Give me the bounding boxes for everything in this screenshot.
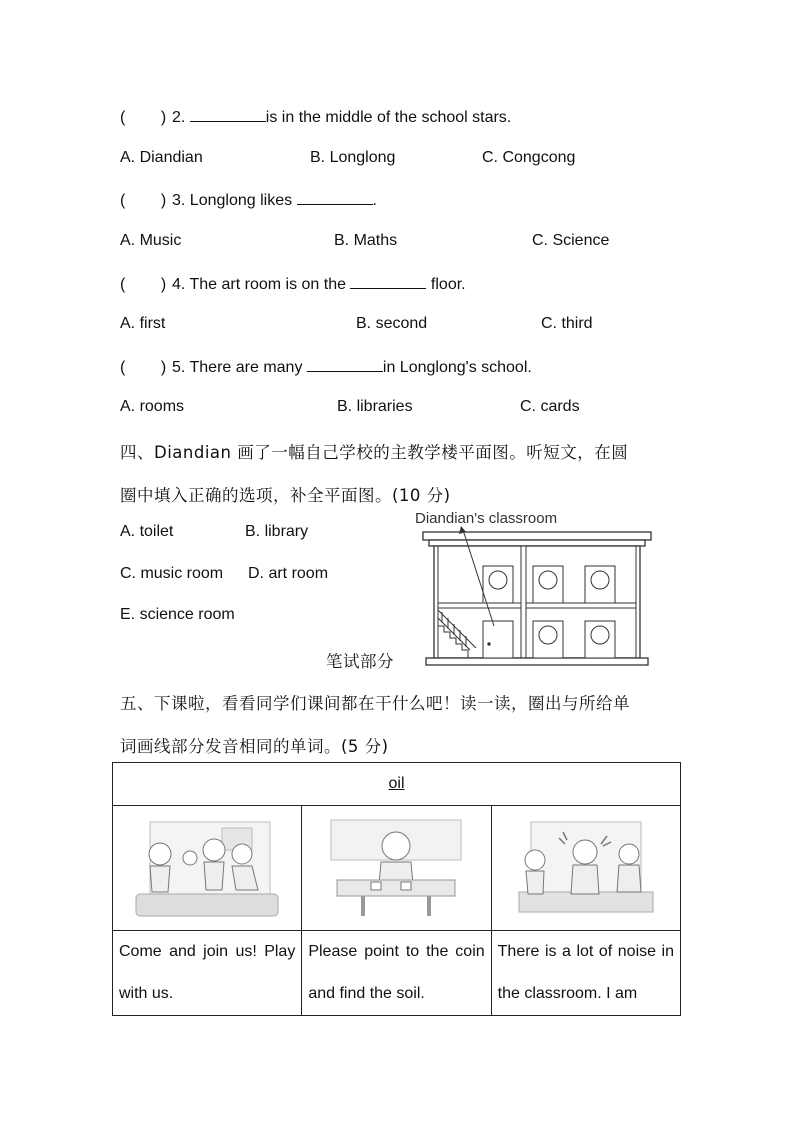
option-e-science-room: E. science room <box>120 606 235 623</box>
option-c-music-room: C. music room <box>120 565 224 582</box>
door-icon <box>483 566 615 603</box>
option-b[interactable]: B. Maths <box>334 232 398 249</box>
option-a[interactable]: A. Diandian <box>120 149 203 166</box>
question-number: 2. <box>172 109 186 126</box>
question-end: floor. <box>430 276 466 293</box>
noisy-classroom-illustration <box>511 814 661 922</box>
picture-cell <box>491 806 680 931</box>
answer-blank[interactable] <box>190 107 266 122</box>
question-end: in Longlong's school. <box>382 359 532 376</box>
answer-paren[interactable]: ( ) <box>120 359 167 376</box>
table-header <box>113 763 681 806</box>
question-5 <box>120 357 532 377</box>
option-b-library: B. library <box>245 523 309 540</box>
building-floor-plan <box>420 526 655 668</box>
picture-cell <box>302 806 491 931</box>
answer-blank[interactable] <box>307 357 383 372</box>
question-3 <box>120 190 377 210</box>
question-text: 3. Longlong likes <box>172 192 293 209</box>
question-4 <box>120 274 466 294</box>
option-a-toilet: A. toilet <box>120 523 174 540</box>
children-playing-ball-illustration <box>132 814 282 922</box>
question-end: . <box>372 192 377 209</box>
phonics-table <box>112 762 681 1016</box>
option-c[interactable]: C. Congcong <box>482 149 576 166</box>
answer-paren[interactable]: ( ) <box>120 192 167 209</box>
option-c[interactable]: C. cards <box>520 398 580 415</box>
option-a[interactable]: A. rooms <box>120 398 185 415</box>
sentence-cell-3: There is a lot of noise in the classroom. I am <box>491 931 680 1016</box>
option-d-art-room: D. art room <box>248 565 329 582</box>
option-b[interactable]: B. second <box>356 315 428 332</box>
section-5-instruction-line1: 五、下课啦，看看同学们课间都在干什么吧！读一读，圈出与所给单 <box>120 694 630 713</box>
option-c[interactable]: C. Science <box>532 232 610 249</box>
sentence-cell-1: Come and join us! Play with us. <box>113 931 302 1016</box>
girl-at-desk-illustration <box>321 814 471 922</box>
option-a[interactable]: A. first <box>120 315 166 332</box>
sentence-cell-2: Please point to the coin and find the soil. <box>302 931 491 1016</box>
section-5-instruction-line2: 词画线部分发音相同的单词。(5 分) <box>120 737 389 756</box>
question-text: 5. There are many <box>172 359 303 376</box>
section-4-instruction-line2: 圈中填入正确的选项，补全平面图。(10 分) <box>120 486 451 505</box>
question-2 <box>120 107 511 127</box>
written-part-heading: 笔试部分 <box>326 652 394 671</box>
option-c[interactable]: C. third <box>541 315 593 332</box>
question-text: is in the middle of the school stars. <box>265 109 512 126</box>
answer-blank[interactable] <box>297 190 373 205</box>
answer-paren[interactable]: ( ) <box>120 109 167 126</box>
picture-cell <box>113 806 302 931</box>
option-b[interactable]: B. libraries <box>337 398 413 415</box>
answer-blank[interactable] <box>350 274 426 289</box>
building-caption: Diandian's classroom <box>415 510 558 527</box>
section-4-instruction-line1: 四、Diandian 画了一幅自己学校的主教学楼平面图。听短文，在圆 <box>120 443 629 462</box>
question-text: 4. The art room is on the <box>172 276 347 293</box>
option-b[interactable]: B. Longlong <box>310 149 396 166</box>
option-a[interactable]: A. Music <box>120 232 182 249</box>
target-word: oil <box>388 775 405 792</box>
answer-paren[interactable]: ( ) <box>120 276 167 293</box>
